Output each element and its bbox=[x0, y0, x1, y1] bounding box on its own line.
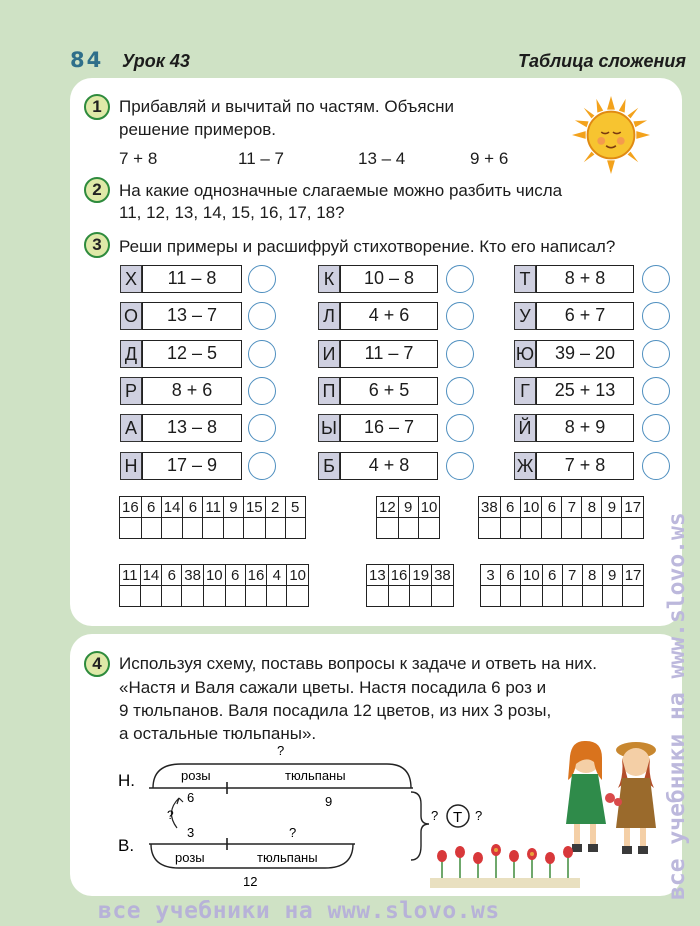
grid-number: 11 bbox=[120, 565, 141, 586]
cipher-expression: 17 – 9 bbox=[142, 452, 242, 480]
grid-number: 16 bbox=[388, 565, 410, 586]
grid-number: 3 bbox=[481, 565, 501, 586]
grid-answer-cell[interactable] bbox=[245, 586, 267, 607]
grid-answer-cell[interactable] bbox=[432, 586, 454, 607]
task-4-number: 4 bbox=[84, 651, 110, 677]
answer-circle[interactable] bbox=[248, 452, 276, 480]
task-1-example: 7 + 8 bbox=[119, 149, 158, 168]
grid-number: 38 bbox=[479, 497, 501, 518]
grid-number: 16 bbox=[245, 565, 267, 586]
cipher-letter: Т bbox=[514, 265, 536, 293]
grid-answer-cell[interactable] bbox=[243, 518, 265, 539]
scheme-question: ? bbox=[277, 743, 285, 758]
grid-answer-cell[interactable] bbox=[287, 586, 309, 607]
sun-illustration bbox=[572, 96, 650, 174]
cipher-letter: К bbox=[318, 265, 340, 293]
cipher-expression: 11 – 7 bbox=[340, 340, 438, 368]
answer-circle[interactable] bbox=[446, 302, 474, 330]
cipher-expression: 25 + 13 bbox=[536, 377, 634, 405]
vertical-watermark-text: все учебники на www.slovo.ws bbox=[664, 512, 690, 900]
cipher-letter: Р bbox=[120, 377, 142, 405]
cipher-letter: П bbox=[318, 377, 340, 405]
cipher-letter: И bbox=[318, 340, 340, 368]
right-brace bbox=[411, 792, 429, 860]
answer-circle[interactable] bbox=[446, 452, 474, 480]
task-1-number: 1 bbox=[84, 94, 110, 120]
task-1-example: 9 + 6 bbox=[470, 149, 509, 168]
cipher-expression: 6 + 7 bbox=[536, 302, 634, 330]
grid-answer-cell[interactable] bbox=[377, 518, 399, 539]
decode-grid bbox=[480, 564, 644, 607]
scheme-t-letter: Т bbox=[453, 809, 463, 826]
task-1-text-line1: Прибавляй и вычитай по частям. Объясни bbox=[119, 97, 454, 116]
cipher-expression: 4 + 6 bbox=[340, 302, 438, 330]
answer-circle[interactable] bbox=[446, 340, 474, 368]
grid-answer-cell[interactable] bbox=[562, 586, 582, 607]
grid-number: 7 bbox=[562, 497, 582, 518]
cipher-letter: Й bbox=[514, 414, 536, 442]
grid-answer-cell[interactable] bbox=[388, 586, 410, 607]
grid-number: 13 bbox=[367, 565, 389, 586]
cipher-letter: Б bbox=[318, 452, 340, 480]
scheme-nastya-roses: 6 bbox=[187, 790, 195, 805]
cipher-expression: 6 + 5 bbox=[340, 377, 438, 405]
grid-answer-cell[interactable] bbox=[183, 518, 203, 539]
grid-answer-cell[interactable] bbox=[521, 586, 543, 607]
answer-circle[interactable] bbox=[248, 377, 276, 405]
grid-number: 8 bbox=[582, 565, 602, 586]
scheme-valya-total: 12 bbox=[243, 874, 258, 889]
cipher-expression: 8 + 8 bbox=[536, 265, 634, 293]
cipher-letter: Ю bbox=[514, 340, 536, 368]
grid-number: 9 bbox=[602, 497, 622, 518]
grid-answer-cell[interactable] bbox=[225, 586, 245, 607]
scheme-question: ? bbox=[475, 808, 483, 823]
grid-answer-cell[interactable] bbox=[285, 518, 305, 539]
task-2-text-line2: 11, 12, 13, 14, 15, 16, 17, 18? bbox=[119, 203, 345, 222]
grid-number: 14 bbox=[161, 497, 183, 518]
grid-number: 9 bbox=[223, 497, 243, 518]
scheme-roses-label: розы bbox=[181, 768, 211, 783]
cipher-expression: 10 – 8 bbox=[340, 265, 438, 293]
grid-answer-cell[interactable] bbox=[182, 586, 204, 607]
decode-grid bbox=[478, 496, 644, 539]
cipher-letter: Г bbox=[514, 377, 536, 405]
grid-answer-cell[interactable] bbox=[120, 586, 141, 607]
flowers-illustration bbox=[430, 838, 580, 888]
scheme-nastya-tulips: 9 bbox=[325, 794, 333, 809]
answer-circle[interactable] bbox=[248, 265, 276, 293]
grid-answer-cell[interactable] bbox=[501, 586, 521, 607]
grid-number: 9 bbox=[398, 497, 418, 518]
grid-answer-cell[interactable] bbox=[582, 586, 602, 607]
grid-number: 10 bbox=[287, 565, 309, 586]
page-number: 84 bbox=[70, 48, 104, 72]
task-1-example: 13 – 4 bbox=[358, 149, 406, 168]
grid-answer-cell[interactable] bbox=[161, 518, 183, 539]
grid-number: 9 bbox=[602, 565, 622, 586]
grid-answer-cell[interactable] bbox=[418, 518, 440, 539]
cipher-letter: Д bbox=[120, 340, 142, 368]
grid-answer-cell[interactable] bbox=[141, 518, 161, 539]
topic-title: Таблица сложения bbox=[518, 51, 686, 71]
grid-answer-cell[interactable] bbox=[267, 586, 287, 607]
grid-answer-cell[interactable] bbox=[203, 586, 225, 607]
answer-circle[interactable] bbox=[446, 265, 474, 293]
grid-answer-cell[interactable] bbox=[367, 586, 389, 607]
grid-number: 7 bbox=[562, 565, 582, 586]
grid-number: 11 bbox=[203, 497, 224, 518]
grid-answer-cell[interactable] bbox=[265, 518, 285, 539]
cipher-letter: Н bbox=[120, 452, 142, 480]
grid-number: 2 bbox=[265, 497, 285, 518]
decode-grid bbox=[366, 564, 454, 607]
grid-number: 12 bbox=[377, 497, 399, 518]
answer-circle[interactable] bbox=[446, 414, 474, 442]
scheme-tulips-label: тюльпаны bbox=[257, 850, 318, 865]
grid-number: 19 bbox=[410, 565, 432, 586]
grid-number: 17 bbox=[622, 497, 644, 518]
page-header bbox=[0, 44, 700, 72]
task-1-example: 11 – 7 bbox=[238, 149, 285, 168]
site-watermark: все учебники на www.slovo.ws bbox=[98, 898, 500, 924]
grid-number: 6 bbox=[183, 497, 203, 518]
grid-number: 15 bbox=[243, 497, 265, 518]
scheme-label-nastya: Н. bbox=[118, 771, 135, 790]
grid-number: 6 bbox=[501, 565, 521, 586]
decode-grid bbox=[376, 496, 440, 539]
grid-number: 10 bbox=[520, 497, 542, 518]
grid-number: 6 bbox=[542, 565, 562, 586]
grid-number: 6 bbox=[225, 565, 245, 586]
grid-answer-cell[interactable] bbox=[622, 586, 644, 607]
task-2-text-line1: На какие однозначные слагаемые можно разбить числа bbox=[119, 181, 563, 200]
grid-number: 14 bbox=[140, 565, 162, 586]
grid-number: 6 bbox=[141, 497, 161, 518]
grid-number: 10 bbox=[203, 565, 225, 586]
grid-answer-cell[interactable] bbox=[223, 518, 243, 539]
task-2-number: 2 bbox=[84, 177, 110, 203]
scheme-roses-label: розы bbox=[175, 850, 205, 865]
comparison-question: ? bbox=[167, 808, 174, 822]
grid-answer-cell[interactable] bbox=[410, 586, 432, 607]
cipher-letter: О bbox=[120, 302, 142, 330]
grid-answer-cell[interactable] bbox=[479, 518, 501, 539]
cipher-expression: 16 – 7 bbox=[340, 414, 438, 442]
scheme-tulips-label: тюльпаны bbox=[285, 768, 346, 783]
cipher-expression: 4 + 8 bbox=[340, 452, 438, 480]
answer-circle[interactable] bbox=[248, 340, 276, 368]
cipher-expression: 11 – 8 bbox=[142, 265, 242, 293]
cipher-expression: 8 + 9 bbox=[536, 414, 634, 442]
grid-number: 4 bbox=[267, 565, 287, 586]
scheme-label-valya: В. bbox=[118, 836, 135, 855]
cipher-expression: 13 – 8 bbox=[142, 414, 242, 442]
cipher-letter: Л bbox=[318, 302, 340, 330]
cipher-letter: У bbox=[514, 302, 536, 330]
grid-number: 16 bbox=[120, 497, 142, 518]
scheme-valya-tulips-q: ? bbox=[289, 825, 297, 840]
cipher-expression: 7 + 8 bbox=[536, 452, 634, 480]
cipher-letter: Ж bbox=[514, 452, 536, 480]
grid-answer-cell[interactable] bbox=[542, 518, 562, 539]
grid-answer-cell[interactable] bbox=[481, 586, 501, 607]
answer-circle[interactable] bbox=[248, 302, 276, 330]
task-3-text: Реши примеры и расшифруй стихотворение. Кто его написал? bbox=[119, 237, 616, 256]
scheme-question: ? bbox=[431, 808, 439, 823]
grid-answer-cell[interactable] bbox=[542, 586, 562, 607]
grid-answer-cell[interactable] bbox=[203, 518, 224, 539]
grid-number: 6 bbox=[542, 497, 562, 518]
answer-circle[interactable] bbox=[248, 414, 276, 442]
task-4-text-line2: «Настя и Валя сажали цветы. Настя посадила 6 роз и bbox=[119, 678, 547, 697]
task-4-text-line3: 9 тюльпанов. Валя посадила 12 цветов, из них 3 розы, bbox=[119, 701, 552, 720]
grid-answer-cell[interactable] bbox=[602, 586, 622, 607]
task-4-text-line1: Используя схему, поставь вопросы к задаче и ответь на них. bbox=[119, 654, 597, 673]
grid-answer-cell[interactable] bbox=[398, 518, 418, 539]
answer-circle[interactable] bbox=[446, 377, 474, 405]
cipher-letter: А bbox=[120, 414, 142, 442]
grid-answer-cell[interactable] bbox=[562, 518, 582, 539]
task-3-number: 3 bbox=[84, 232, 110, 258]
vertical-watermark bbox=[658, 140, 694, 900]
grid-answer-cell[interactable] bbox=[140, 586, 162, 607]
grid-answer-cell[interactable] bbox=[162, 586, 182, 607]
task-4-text-line4: а остальные тюльпаны». bbox=[119, 724, 317, 743]
grid-answer-cell[interactable] bbox=[120, 518, 142, 539]
grid-number: 17 bbox=[622, 565, 644, 586]
scheme-valya-roses: 3 bbox=[187, 825, 195, 840]
grid-number: 10 bbox=[521, 565, 543, 586]
grid-number: 5 bbox=[285, 497, 305, 518]
cipher-expression: 8 + 6 bbox=[142, 377, 242, 405]
cipher-expression: 39 – 20 bbox=[536, 340, 634, 368]
cipher-expression: 13 – 7 bbox=[142, 302, 242, 330]
cipher-letter: Х bbox=[120, 265, 142, 293]
decode-grid bbox=[119, 496, 306, 539]
grid-number: 8 bbox=[582, 497, 602, 518]
grid-number: 6 bbox=[500, 497, 520, 518]
grid-answer-cell[interactable] bbox=[520, 518, 542, 539]
cipher-expression: 12 – 5 bbox=[142, 340, 242, 368]
grid-number: 38 bbox=[432, 565, 454, 586]
grid-number: 10 bbox=[418, 497, 440, 518]
grid-answer-cell[interactable] bbox=[602, 518, 622, 539]
grid-number: 6 bbox=[162, 565, 182, 586]
grid-answer-cell[interactable] bbox=[622, 518, 644, 539]
decode-grid bbox=[119, 564, 309, 607]
cipher-letter: Ы bbox=[318, 414, 340, 442]
lesson-title: Урок 43 bbox=[122, 51, 190, 71]
grid-answer-cell[interactable] bbox=[500, 518, 520, 539]
grid-number: 38 bbox=[182, 565, 204, 586]
task-1-text-line2: решение примеров. bbox=[119, 120, 277, 139]
grid-answer-cell[interactable] bbox=[582, 518, 602, 539]
